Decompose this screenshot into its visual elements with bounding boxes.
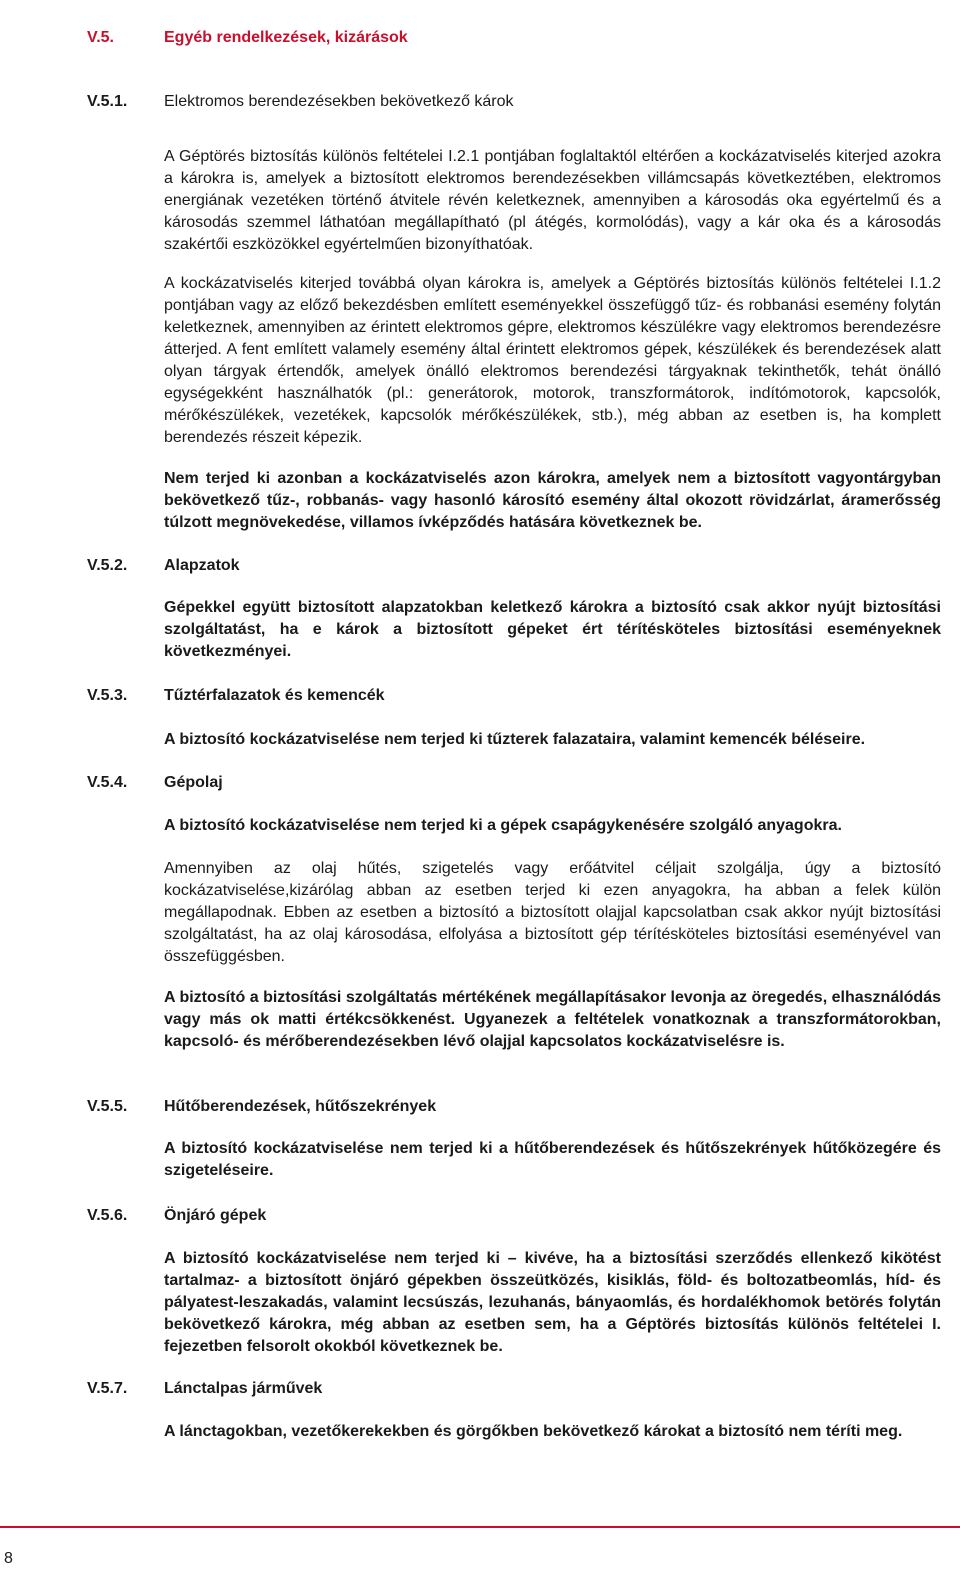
section-title: Gépolaj [164, 774, 223, 791]
heading-number: V.5. [87, 29, 114, 46]
paragraph: A lánctagokban, vezetőkerekekben és görgőkben bekövetkező károkat a biztosító nem téríti meg. [164, 1423, 903, 1440]
heading-title: Egyéb rendelkezések, kizárások [164, 29, 408, 46]
section-title: Alapzatok [164, 557, 240, 574]
section-title: Hűtőberendezések, hűtőszekrények [164, 1098, 437, 1115]
paragraph: Amennyiben az olaj hűtés, szigetelés vagy erőátvitel céljait szolgálja, úgy a biztosító kockázatviselése,kizárólag abban az esetben terjed ki ezen anyagokra, ha abban a felek külön megállapodnak. Ebben az esetben a biztosító a biztosított olajjal kapcsolatban csak akkor nyújt biztosítási szolgáltatást, ha az olaj károsodása, elfolyása a biztosított gép térítésköteles biztosítási eseményével van összefüggésben. [164, 860, 941, 965]
section-number: V.5.7. [87, 1380, 128, 1397]
page-number: 8 [4, 1550, 13, 1567]
paragraph: A Géptörés biztosítás különös feltételei I.2.1 pontjában foglaltaktól eltérően a kockázatviselés kiterjed azokra a károkra is, amelyek a biztosított elektromos berendezésekben villámcsapás következtében, elektromos energiának vezetéken történő átvitele révén keletkeznek, amennyiben a károsodás oka egyértelmű és a károsodás szemmel láthatóan megállapítható (pl átégés, kormolódás), vagy a kár oka és a károsodás szakértői eszközökkel egyértelműen bizonyíthatóak. [164, 148, 941, 253]
paragraph: A biztosító kockázatviselése nem terjed ki a gépek csapágykenésére szolgáló anyagokra. [164, 817, 842, 834]
section-number: V.5.4. [87, 774, 128, 791]
footer-rule [0, 1526, 960, 1528]
paragraph: A kockázatviselés kiterjed továbbá olyan károkra is, amelyek a Géptörés biztosítás különös feltételei I.1.2 pontjában vagy az előző bekezdésben említett eseményekkel összefüggő tűz- és robbanási esemény folytán keletkeznek, amennyiben az érintett elektromos gépre, elektromos készülékre vagy elektromos berendezésre átterjed. A fent említett valamely esemény által érintett elektromos gépek, készülékek és berendezések alatt olyan tárgyak értendők, amelyek önálló elektromos berendezési tárgyaknak tekinthetők, tehát önálló egységekként használhatók (pl.: generátorok, motorok, transzformátorok, indítómotorok, kapcsolók, mérőkészülékek, vezetékek, kapcsolók mérőkészülékek, stb.), még abban az esetben is, ha komplett berendezés részeit képezik. [164, 275, 941, 446]
section-number: V.5.2. [87, 557, 128, 574]
paragraph: A biztosító a biztosítási szolgáltatás mértékének megállapításakor levonja az öregedés, elhasználódás vagy más ok matti értékcsökkenést. Ugyanezek a feltételek vonatkoznak a transzformátorokban, kapcsoló- és mérőberendezésekben lévő olajjal kapcsolatos kockázatviselésre is. [164, 989, 941, 1050]
paragraph: Gépekkel együtt biztosított alapzatokban keletkező károkra a biztosító csak akkor nyújt biztosítási szolgáltatást, ha e károk a biztosított gépeket ért térítésköteles biztosítási eseményeknek következményei. [164, 599, 941, 660]
section-number: V.5.6. [87, 1207, 128, 1224]
section-number: V.5.5. [87, 1098, 128, 1115]
section-number: V.5.3. [87, 687, 128, 704]
paragraph: A biztosító kockázatviselése nem terjed ki a hűtőberendezések és hűtőszekrények hűtőközegére és szigeteléseire. [164, 1140, 941, 1179]
paragraph: A biztosító kockázatviselése nem terjed ki tűzterek falazataira, valamint kemencék béléseire. [164, 731, 866, 748]
section-title: Önjáró gépek [164, 1207, 267, 1224]
section-title: Elektromos berendezésekben bekövetkező károk [164, 93, 514, 110]
paragraph: Nem terjed ki azonban a kockázatviselés azon károkra, amelyek nem a biztosított vagyontárgyban bekövetkező tűz-, robbanás- vagy hasonló károsító esemény által okozott rövidzárlat, áramerősség túlzott megnövekedése, villamos ívképződés hatására következnek be. [164, 470, 941, 531]
section-number: V.5.1. [87, 93, 128, 110]
section-title: Lánctalpas járművek [164, 1380, 323, 1397]
paragraph: A biztosító kockázatviselése nem terjed ki – kivéve, ha a biztosítási szerződés ellenkező kikötést tartalmaz- a biztosított önjáró gépekben összeütközés, kisiklás, föld- és boltozatbeomlás, híd- és pályatest-leszakadás, valamint lecsúszás, lezuhanás, bányaomlás, és hordalékhomok betörés folytán bekövetkező károkra, még abban az esetben sem, ha a Géptörés biztosítás különös feltételei I. fejezetben felsorolt okokból következnek be. [164, 1250, 941, 1355]
section-title: Tűztérfalazatok és kemencék [164, 687, 385, 704]
